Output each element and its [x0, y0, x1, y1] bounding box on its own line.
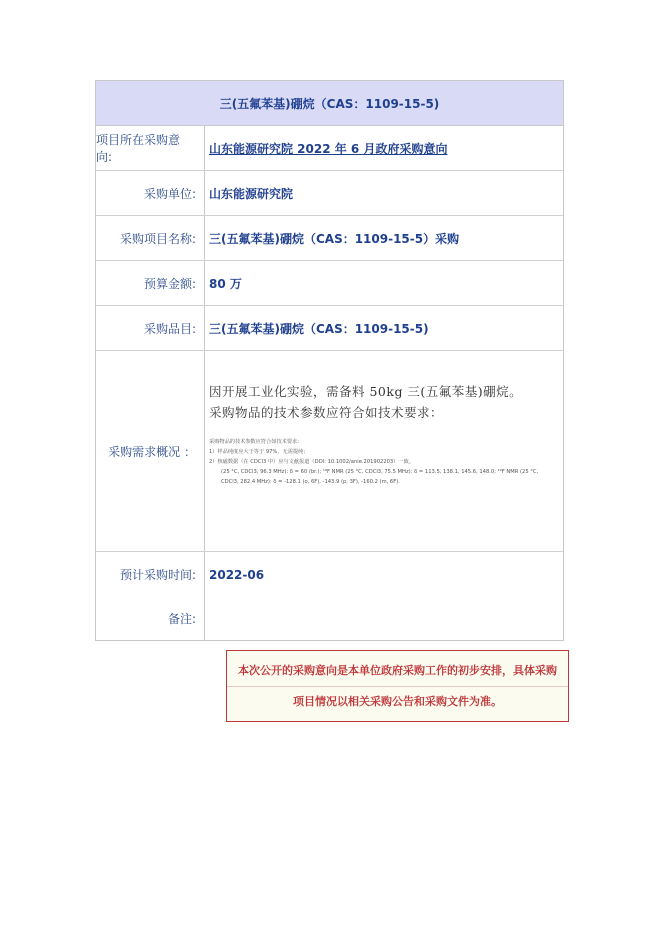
- row-label: 预算金额:: [96, 261, 205, 305]
- notice-line-2: 项目情况以相关采购公告和采购文件为准。: [293, 694, 502, 708]
- notice-line-1: 本次公开的采购意向是本单位政府采购工作的初步安排，具体采购: [227, 656, 568, 687]
- row-budget: [96, 261, 563, 306]
- row-label: 采购需求概况 ：: [96, 351, 205, 551]
- row-label: 预计采购时间:: [96, 552, 205, 597]
- row-value: 三(五氟苯基)硼烷（CAS：1109-15-5): [209, 321, 429, 336]
- row-label: 备注:: [96, 597, 205, 640]
- demand-line-2: 采购物品的技术参数应符合如技术要求：: [209, 405, 444, 420]
- row-value: 山东能源研究院: [209, 186, 294, 201]
- tech-line: (25 °C, CDCl3, 96.3 MHz): δ = 60 (br.); ¹⁹F NMR (25 °C, CDCl3, 75.5 MHz): δ = 113.5, 138.1, 145.6, 148.0; ¹⁹F NMR (25 °C,: [221, 469, 539, 475]
- row-value: 三(五氟苯基)硼烷（CAS：1109-15-5）采购: [209, 231, 460, 246]
- row-value: 80 万: [209, 276, 242, 291]
- row-value: 2022-06: [209, 567, 265, 582]
- row-label: 采购单位:: [96, 171, 205, 215]
- row-unit: [96, 171, 563, 216]
- intent-link-cell[interactable]: [205, 126, 563, 170]
- tech-line: 1）样品纯度应大于等于 97%，无需提纯；: [209, 449, 309, 455]
- demand-line-1: 因开展工业化实验，需备料 50kg 三(五氟苯基)硼烷。: [209, 384, 523, 399]
- demand-description: [205, 351, 563, 551]
- row-category: [96, 306, 563, 351]
- row-project-name: [96, 216, 563, 261]
- row-remark: [96, 597, 563, 640]
- tech-line: CDCl3, 282.4 MHz): δ = -128.1 (o, 6F), -143.9 (p, 3F), -160.2 (m, 6F).: [221, 479, 400, 485]
- procurement-table: [95, 80, 564, 641]
- row-label: 项目所在采购意向:: [96, 126, 205, 170]
- notice-box: [226, 650, 569, 722]
- row-demand: [96, 351, 563, 552]
- row-time: [96, 552, 563, 597]
- row-label: 采购品目:: [96, 306, 205, 350]
- row-label: 采购项目名称:: [96, 216, 205, 260]
- tech-line: 采购物品的技术参数应符合如技术要求:: [209, 439, 299, 445]
- tech-line: 2）核磁数据（在 CDCl3 中）应与文献报道（DOI: 10.1002/anie.201902203）一致。: [209, 459, 414, 465]
- row-intent: [96, 126, 563, 171]
- table-title: 三(五氟苯基)硼烷（CAS：1109-15-5): [96, 81, 563, 126]
- intent-link[interactable]: 山东能源研究院 2022 年 6 月政府采购意向: [209, 141, 448, 156]
- row-value: [205, 597, 563, 640]
